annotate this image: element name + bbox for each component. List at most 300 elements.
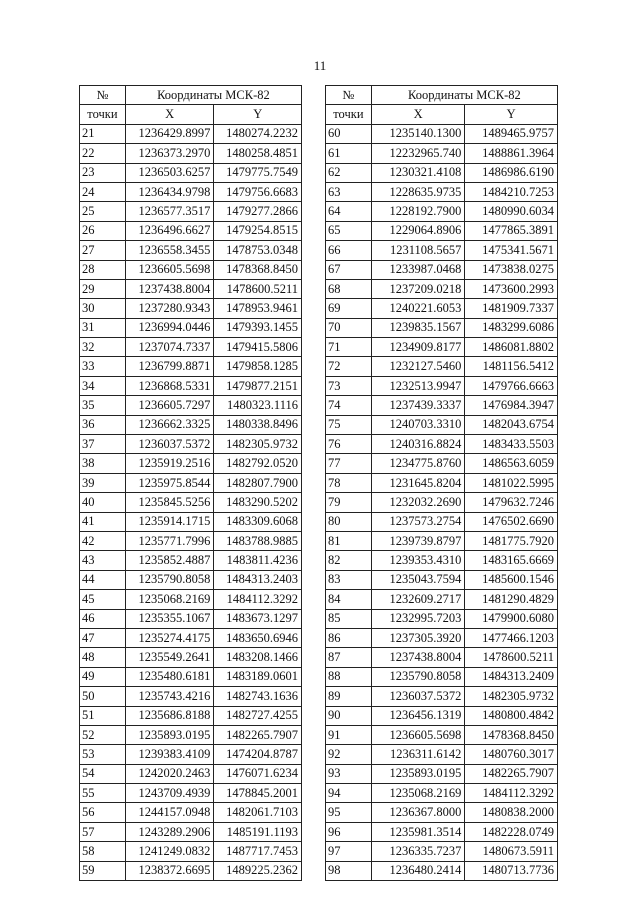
y-coordinate-cell: 1489465.9757	[465, 124, 558, 143]
point-number-cell: 98	[326, 861, 372, 880]
x-coordinate-cell: 1235981.3514	[371, 822, 465, 841]
table-row	[80, 202, 302, 221]
table-row	[80, 279, 302, 298]
table-row	[326, 279, 558, 298]
x-coordinate-cell: 1243709.4939	[125, 784, 214, 803]
x-coordinate-cell: 1240221.6053	[371, 299, 465, 318]
point-number-cell: 30	[80, 299, 126, 318]
x-coordinate-cell: 1233987.0468	[371, 260, 465, 279]
y-coordinate-cell: 1479277.2866	[214, 202, 302, 221]
x-coordinate-cell: 1235852.4887	[125, 551, 214, 570]
x-coordinate-cell: 1235043.7594	[371, 570, 465, 589]
x-coordinate-cell: 1242020.2463	[125, 764, 214, 783]
y-coordinate-cell: 1478600.5211	[465, 648, 558, 667]
coordinates-table-left	[79, 85, 302, 881]
point-number-cell: 41	[80, 512, 126, 531]
point-number-cell: 68	[326, 279, 372, 298]
y-coordinate-cell: 1478753.0348	[214, 241, 302, 260]
point-number-cell: 85	[326, 609, 372, 628]
table-row	[80, 396, 302, 415]
x-coordinate-cell: 1237209.0218	[371, 279, 465, 298]
y-coordinate-cell: 1484313.2403	[214, 570, 302, 589]
point-number-cell: 89	[326, 687, 372, 706]
x-coordinate-cell: 1238372.6695	[125, 861, 214, 880]
y-coordinate-cell: 1483165.6669	[465, 551, 558, 570]
x-coordinate-cell: 1236662.3325	[125, 415, 214, 434]
header-row-bottom	[326, 105, 558, 124]
header-points: точки	[80, 105, 126, 124]
point-number-cell: 31	[80, 318, 126, 337]
point-number-cell: 26	[80, 221, 126, 240]
table-row	[326, 396, 558, 415]
table-row	[326, 260, 558, 279]
coordinates-table-right	[325, 85, 558, 881]
table-row	[80, 182, 302, 201]
table-row	[326, 570, 558, 589]
table-row	[80, 338, 302, 357]
x-coordinate-cell: 1228635.9735	[371, 182, 465, 201]
x-coordinate-cell: 1236577.3517	[125, 202, 214, 221]
point-number-cell: 65	[326, 221, 372, 240]
x-coordinate-cell: 1235893.0195	[125, 725, 214, 744]
x-coordinate-cell: 1237438.8004	[125, 279, 214, 298]
x-coordinate-cell: 1235068.2169	[371, 784, 465, 803]
y-coordinate-cell: 1476071.6234	[214, 764, 302, 783]
point-number-cell: 39	[80, 473, 126, 492]
table-row	[326, 182, 558, 201]
header-row-top	[80, 86, 302, 105]
y-coordinate-cell: 1483208.1466	[214, 648, 302, 667]
y-coordinate-cell: 1483299.6086	[465, 318, 558, 337]
table-row	[80, 570, 302, 589]
y-coordinate-cell: 1479766.6663	[465, 376, 558, 395]
x-coordinate-cell: 1239739.8797	[371, 531, 465, 550]
point-number-cell: 55	[80, 784, 126, 803]
point-number-cell: 80	[326, 512, 372, 531]
x-coordinate-cell: 1236503.6257	[125, 163, 214, 182]
header-row-top	[326, 86, 558, 105]
y-coordinate-cell: 1481290.4829	[465, 590, 558, 609]
x-coordinate-cell: 1236434.9798	[125, 182, 214, 201]
table-row	[326, 318, 558, 337]
header-no: №	[80, 86, 126, 105]
table-row	[80, 609, 302, 628]
y-coordinate-cell: 1484210.7253	[465, 182, 558, 201]
x-coordinate-cell: 1241249.0832	[125, 842, 214, 861]
point-number-cell: 52	[80, 725, 126, 744]
point-number-cell: 47	[80, 628, 126, 647]
y-coordinate-cell: 1480990.6034	[465, 202, 558, 221]
x-coordinate-cell: 1236037.5372	[125, 435, 214, 454]
x-coordinate-cell: 1235274.4175	[125, 628, 214, 647]
y-coordinate-cell: 1483189.0601	[214, 667, 302, 686]
table-row	[326, 124, 558, 143]
point-number-cell: 61	[326, 144, 372, 163]
y-coordinate-cell: 1483290.5202	[214, 493, 302, 512]
point-number-cell: 48	[80, 648, 126, 667]
table-row	[80, 299, 302, 318]
y-coordinate-cell: 1478845.2001	[214, 784, 302, 803]
x-coordinate-cell: 1235790.8058	[125, 570, 214, 589]
y-coordinate-cell: 1483811.4236	[214, 551, 302, 570]
x-coordinate-cell: 1239835.1567	[371, 318, 465, 337]
x-coordinate-cell: 1235140.1300	[371, 124, 465, 143]
table-row	[326, 590, 558, 609]
table-row	[326, 531, 558, 550]
table-row	[80, 764, 302, 783]
x-coordinate-cell: 1235068.2169	[125, 590, 214, 609]
x-coordinate-cell: 1235914.1715	[125, 512, 214, 531]
point-number-cell: 59	[80, 861, 126, 880]
table-row	[80, 163, 302, 182]
y-coordinate-cell: 1478953.9461	[214, 299, 302, 318]
y-coordinate-cell: 1479775.7549	[214, 163, 302, 182]
point-number-cell: 28	[80, 260, 126, 279]
point-number-cell: 92	[326, 745, 372, 764]
table-row	[80, 376, 302, 395]
x-coordinate-cell: 1236868.5331	[125, 376, 214, 395]
x-coordinate-cell: 1237305.3920	[371, 628, 465, 647]
table-row	[326, 493, 558, 512]
point-number-cell: 88	[326, 667, 372, 686]
point-number-cell: 32	[80, 338, 126, 357]
x-coordinate-cell: 1228192.7900	[371, 202, 465, 221]
x-coordinate-cell: 1240316.8824	[371, 435, 465, 454]
point-number-cell: 25	[80, 202, 126, 221]
table-row	[326, 415, 558, 434]
y-coordinate-cell: 1482228.0749	[465, 822, 558, 841]
table-row	[80, 628, 302, 647]
point-number-cell: 57	[80, 822, 126, 841]
table-row	[326, 299, 558, 318]
table-row	[326, 628, 558, 647]
point-number-cell: 34	[80, 376, 126, 395]
point-number-cell: 27	[80, 241, 126, 260]
table-row	[80, 590, 302, 609]
header-no: №	[326, 86, 372, 105]
point-number-cell: 45	[80, 590, 126, 609]
header-coords-title: Координаты МСК-82	[125, 86, 301, 105]
y-coordinate-cell: 1476502.6690	[465, 512, 558, 531]
point-number-cell: 22	[80, 144, 126, 163]
x-coordinate-cell: 1235480.6181	[125, 667, 214, 686]
y-coordinate-cell: 1482305.9732	[214, 435, 302, 454]
point-number-cell: 72	[326, 357, 372, 376]
x-coordinate-cell: 1235919.2516	[125, 454, 214, 473]
x-coordinate-cell: 1244157.0948	[125, 803, 214, 822]
page-number: 11	[313, 58, 327, 73]
y-coordinate-cell: 1479756.6683	[214, 182, 302, 201]
table-row	[80, 687, 302, 706]
y-coordinate-cell: 1482265.7907	[214, 725, 302, 744]
table-row	[80, 357, 302, 376]
header-x: X	[125, 105, 214, 124]
point-number-cell: 62	[326, 163, 372, 182]
x-coordinate-cell: 1236311.6142	[371, 745, 465, 764]
x-coordinate-cell: 1239353.4310	[371, 551, 465, 570]
y-coordinate-cell: 1483650.6946	[214, 628, 302, 647]
x-coordinate-cell: 1243289.2906	[125, 822, 214, 841]
table-row	[326, 551, 558, 570]
point-number-cell: 60	[326, 124, 372, 143]
y-coordinate-cell: 1484112.3292	[214, 590, 302, 609]
table-row	[326, 454, 558, 473]
x-coordinate-cell: 1236994.0446	[125, 318, 214, 337]
table-row	[326, 376, 558, 395]
x-coordinate-cell: 1232513.9947	[371, 376, 465, 395]
x-coordinate-cell: 1236367.8000	[371, 803, 465, 822]
point-number-cell: 71	[326, 338, 372, 357]
table-row	[80, 842, 302, 861]
y-coordinate-cell: 1480323.1116	[214, 396, 302, 415]
y-coordinate-cell: 1482792.0520	[214, 454, 302, 473]
x-coordinate-cell: 1235549.2641	[125, 648, 214, 667]
x-coordinate-cell: 1235686.8188	[125, 706, 214, 725]
x-coordinate-cell: 1236558.3455	[125, 241, 214, 260]
y-coordinate-cell: 1482043.6754	[465, 415, 558, 434]
y-coordinate-cell: 1487717.7453	[214, 842, 302, 861]
y-coordinate-cell: 1479632.7246	[465, 493, 558, 512]
point-number-cell: 75	[326, 415, 372, 434]
x-coordinate-cell: 1235790.8058	[371, 667, 465, 686]
x-coordinate-cell: 1236496.6627	[125, 221, 214, 240]
x-coordinate-cell: 1231645.8204	[371, 473, 465, 492]
point-number-cell: 69	[326, 299, 372, 318]
table-row	[326, 512, 558, 531]
x-coordinate-cell: 1230321.4108	[371, 163, 465, 182]
point-number-cell: 29	[80, 279, 126, 298]
y-coordinate-cell: 1478368.8450	[214, 260, 302, 279]
y-coordinate-cell: 1482727.4255	[214, 706, 302, 725]
y-coordinate-cell: 1474204.8787	[214, 745, 302, 764]
point-number-cell: 58	[80, 842, 126, 861]
point-number-cell: 66	[326, 241, 372, 260]
table-row	[80, 435, 302, 454]
x-coordinate-cell: 1236373.2970	[125, 144, 214, 163]
x-coordinate-cell: 1236037.5372	[371, 687, 465, 706]
x-coordinate-cell: 12232965.740	[371, 144, 465, 163]
y-coordinate-cell: 1480760.3017	[465, 745, 558, 764]
table-row	[80, 648, 302, 667]
point-number-cell: 24	[80, 182, 126, 201]
y-coordinate-cell: 1484313.2409	[465, 667, 558, 686]
point-number-cell: 43	[80, 551, 126, 570]
x-coordinate-cell: 1236799.8871	[125, 357, 214, 376]
x-coordinate-cell: 1232127.5460	[371, 357, 465, 376]
y-coordinate-cell: 1479393.1455	[214, 318, 302, 337]
y-coordinate-cell: 1473600.2993	[465, 279, 558, 298]
x-coordinate-cell: 1240703.3310	[371, 415, 465, 434]
table-row	[326, 357, 558, 376]
y-coordinate-cell: 1485600.1546	[465, 570, 558, 589]
x-coordinate-cell: 1235771.7996	[125, 531, 214, 550]
point-number-cell: 33	[80, 357, 126, 376]
y-coordinate-cell: 1479877.2151	[214, 376, 302, 395]
table-row	[326, 687, 558, 706]
point-number-cell: 81	[326, 531, 372, 550]
table-row	[326, 706, 558, 725]
table-row	[80, 725, 302, 744]
point-number-cell: 36	[80, 415, 126, 434]
point-number-cell: 37	[80, 435, 126, 454]
x-coordinate-cell: 1239383.4109	[125, 745, 214, 764]
point-number-cell: 87	[326, 648, 372, 667]
point-number-cell: 67	[326, 260, 372, 279]
x-coordinate-cell: 1235743.4216	[125, 687, 214, 706]
table-row	[326, 435, 558, 454]
header-coords-title: Координаты МСК-82	[371, 86, 557, 105]
point-number-cell: 49	[80, 667, 126, 686]
point-number-cell: 53	[80, 745, 126, 764]
y-coordinate-cell: 1486081.8802	[465, 338, 558, 357]
y-coordinate-cell: 1482305.9732	[465, 687, 558, 706]
table-row	[326, 803, 558, 822]
y-coordinate-cell: 1481022.5995	[465, 473, 558, 492]
y-coordinate-cell: 1477865.3891	[465, 221, 558, 240]
y-coordinate-cell: 1480713.7736	[465, 861, 558, 880]
point-number-cell: 56	[80, 803, 126, 822]
table-row	[326, 609, 558, 628]
table-row	[326, 822, 558, 841]
x-coordinate-cell: 1232609.2717	[371, 590, 465, 609]
point-number-cell: 78	[326, 473, 372, 492]
point-number-cell: 40	[80, 493, 126, 512]
y-coordinate-cell: 1478600.5211	[214, 279, 302, 298]
table-row	[326, 221, 558, 240]
table-row	[80, 803, 302, 822]
point-number-cell: 46	[80, 609, 126, 628]
y-coordinate-cell: 1473838.0275	[465, 260, 558, 279]
x-coordinate-cell: 1237438.8004	[371, 648, 465, 667]
x-coordinate-cell: 1235975.8544	[125, 473, 214, 492]
point-number-cell: 76	[326, 435, 372, 454]
y-coordinate-cell: 1485191.1193	[214, 822, 302, 841]
x-coordinate-cell: 1234775.8760	[371, 454, 465, 473]
point-number-cell: 50	[80, 687, 126, 706]
y-coordinate-cell: 1481156.5412	[465, 357, 558, 376]
y-coordinate-cell: 1476984.3947	[465, 396, 558, 415]
y-coordinate-cell: 1480800.4842	[465, 706, 558, 725]
y-coordinate-cell: 1483309.6068	[214, 512, 302, 531]
table-row	[326, 648, 558, 667]
table-row	[80, 144, 302, 163]
y-coordinate-cell: 1488861.3964	[465, 144, 558, 163]
y-coordinate-cell: 1481775.7920	[465, 531, 558, 550]
point-number-cell: 90	[326, 706, 372, 725]
point-number-cell: 21	[80, 124, 126, 143]
x-coordinate-cell: 1236429.8997	[125, 124, 214, 143]
x-coordinate-cell: 1237439.3337	[371, 396, 465, 415]
table-row	[326, 764, 558, 783]
x-coordinate-cell: 1229064.8906	[371, 221, 465, 240]
y-coordinate-cell: 1479858.1285	[214, 357, 302, 376]
y-coordinate-cell: 1482743.1636	[214, 687, 302, 706]
point-number-cell: 91	[326, 725, 372, 744]
table-row	[326, 338, 558, 357]
header-y: Y	[214, 105, 302, 124]
point-number-cell: 23	[80, 163, 126, 182]
y-coordinate-cell: 1478368.8450	[465, 725, 558, 744]
y-coordinate-cell: 1480338.8496	[214, 415, 302, 434]
x-coordinate-cell: 1237573.2754	[371, 512, 465, 531]
point-number-cell: 94	[326, 784, 372, 803]
point-number-cell: 73	[326, 376, 372, 395]
x-coordinate-cell: 1231108.5657	[371, 241, 465, 260]
x-coordinate-cell: 1236605.5698	[371, 725, 465, 744]
point-number-cell: 35	[80, 396, 126, 415]
y-coordinate-cell: 1477466.1203	[465, 628, 558, 647]
table-row	[80, 706, 302, 725]
point-number-cell: 79	[326, 493, 372, 512]
y-coordinate-cell: 1480838.2000	[465, 803, 558, 822]
header-y: Y	[465, 105, 558, 124]
point-number-cell: 96	[326, 822, 372, 841]
table-row	[326, 163, 558, 182]
header-points: точки	[326, 105, 372, 124]
table-row	[80, 822, 302, 841]
y-coordinate-cell: 1480673.5911	[465, 842, 558, 861]
x-coordinate-cell: 1235845.5256	[125, 493, 214, 512]
table-row	[326, 241, 558, 260]
x-coordinate-cell: 1237074.7337	[125, 338, 214, 357]
y-coordinate-cell: 1480274.2232	[214, 124, 302, 143]
point-number-cell: 38	[80, 454, 126, 473]
table-row	[80, 784, 302, 803]
table-row	[326, 725, 558, 744]
point-number-cell: 54	[80, 764, 126, 783]
table-row	[326, 667, 558, 686]
x-coordinate-cell: 1236480.2414	[371, 861, 465, 880]
point-number-cell: 42	[80, 531, 126, 550]
point-number-cell: 95	[326, 803, 372, 822]
table-row	[80, 415, 302, 434]
x-coordinate-cell: 1232032.2690	[371, 493, 465, 512]
x-coordinate-cell: 1236605.7297	[125, 396, 214, 415]
table-body-left	[80, 124, 302, 880]
table-row	[80, 221, 302, 240]
x-coordinate-cell: 1236335.7237	[371, 842, 465, 861]
y-coordinate-cell: 1486563.6059	[465, 454, 558, 473]
table-row	[326, 842, 558, 861]
table-row	[80, 493, 302, 512]
y-coordinate-cell: 1475341.5671	[465, 241, 558, 260]
y-coordinate-cell: 1482061.7103	[214, 803, 302, 822]
x-coordinate-cell: 1237280.9343	[125, 299, 214, 318]
header-row-bottom	[80, 105, 302, 124]
point-number-cell: 44	[80, 570, 126, 589]
table-row	[80, 861, 302, 880]
x-coordinate-cell: 1235893.0195	[371, 764, 465, 783]
y-coordinate-cell: 1479900.6080	[465, 609, 558, 628]
y-coordinate-cell: 1484112.3292	[465, 784, 558, 803]
point-number-cell: 70	[326, 318, 372, 337]
x-coordinate-cell: 1236605.5698	[125, 260, 214, 279]
table-row	[80, 512, 302, 531]
table-row	[80, 454, 302, 473]
y-coordinate-cell: 1483433.5503	[465, 435, 558, 454]
x-coordinate-cell: 1232995.7203	[371, 609, 465, 628]
point-number-cell: 86	[326, 628, 372, 647]
point-number-cell: 97	[326, 842, 372, 861]
table-row	[326, 144, 558, 163]
table-row	[326, 202, 558, 221]
table-row	[80, 745, 302, 764]
point-number-cell: 77	[326, 454, 372, 473]
y-coordinate-cell: 1479415.5806	[214, 338, 302, 357]
table-row	[326, 784, 558, 803]
x-coordinate-cell: 1235355.1067	[125, 609, 214, 628]
point-number-cell: 93	[326, 764, 372, 783]
